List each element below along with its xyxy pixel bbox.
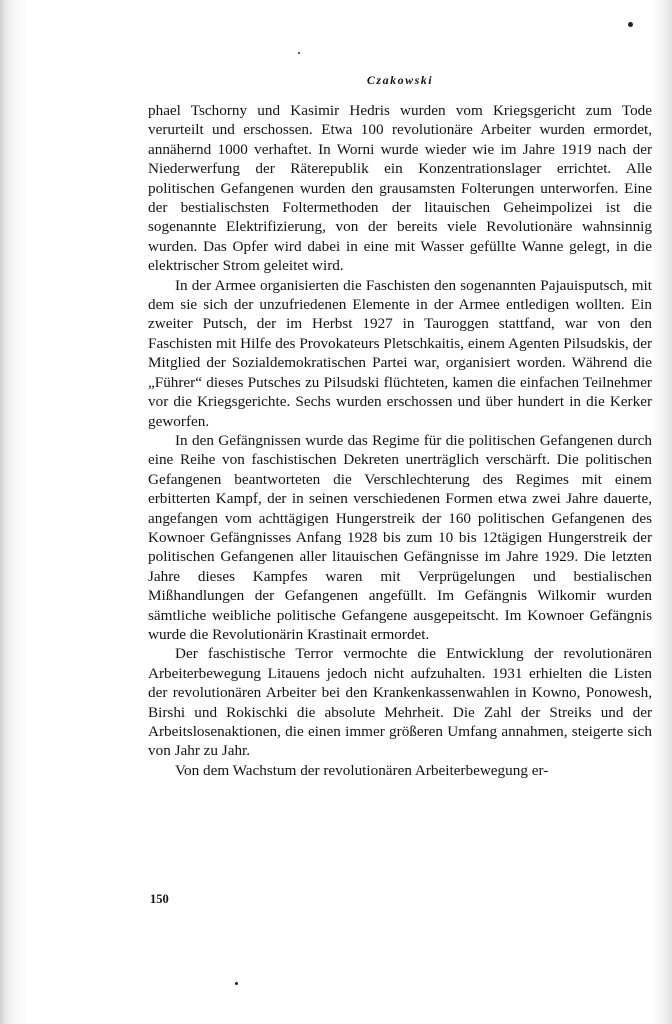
ink-speck — [628, 22, 633, 27]
ink-speck — [298, 52, 300, 54]
paragraph-5: Von dem Wachstum der revolutionären Arbeiterbewegung er- — [175, 761, 549, 779]
paragraph-4: Der faschistische Terror vermochte die Entwicklung der revolutionären Arbeiterbewegung Litauens jedoch nicht aufzuhalten. 1931 erhielten die Listen der revolutionären Arbeiter bei den Krankenkassenwahlen in Kowno, Ponowesh, Birshi und Rokischki die absolute Mehrheit. Die Zahl der Streiks und der Arbeitslosenaktionen, die einen immer größeren Umfang annahmen, steigerte sich von Jahr zu Jahr. — [148, 645, 652, 760]
ink-speck — [235, 982, 238, 985]
paragraph-2: In der Armee organisierten die Faschisten den sogenannten Pajauisputsch, mit dem sie sich der unzufriedenen Elemente in der Armee entledigen wollten. Ein zweiter Putsch, der im Herbst 1927 in Tauroggen stattfand, war von den Faschisten mit Hilfe des Provokateurs Pletschkaitis, einem Agenten Pilsudskis, der Mitglied der Sozialdemokratischen Partei war, organisiert worden. Während die „Führer“ dieses Putsches zu Pilsudski flüchteten, kamen die einfachen Teilnehmer vor die Kriegsgerichte. Sechs wurden erschossen und über hundert in die Kerker geworfen. — [148, 276, 652, 430]
page-number: 150 — [150, 892, 169, 906]
body-text — [148, 101, 652, 780]
page-edge-shadow-left — [0, 0, 28, 1024]
running-head: Czakowski — [366, 73, 434, 87]
paragraph-1: phael Tschorny und Kasimir Hedris wurden vom Kriegsgericht zum Tode verurteilt und erschossen. Etwa 100 revolutionäre Arbeiter wurden ermordet, annähernd 1000 verhaftet. In Worni wurde wieder wie im Jahre 1919 nach der Niederwerfung der Räterepublik ein Konzentrationslager errichtet. Alle politischen Gefangenen wurden den grausamsten Folterungen unterworfen. Eine der bestialischsten Foltermethoden der litauischen Geheimpolizei ist die sogenannte Elektrifizierung, von der bereits viele Revolutionäre wahnsinnig wurden. Das Opfer wird dabei in eine mit Wasser gefüllte Wanne gelegt, in die elektrischer Strom geleitet wird. — [148, 102, 652, 275]
paragraph-3: In den Gefängnissen wurde das Regime für die politischen Gefangenen durch eine Reihe von faschistischen Dekreten unerträglich verschärft. Die politischen Gefangenen beantworteten die Verschlechterung des Regimes mit einem erbitterten Kampf, der in seinen verschiedenen Formen etwa zwei Jahre dauerte, angefangen vom achttägigen Hungerstreik der 160 politischen Gefangenen des Kownoer Gefängnisses Anfang 1928 bis zum 10 bis 12tägigen Hungerstreik der politischen Gefangenen aller litauischen Gefängnisse im Jahre 1929. Die letzten Jahre dieses Kampfes waren mit Verprügelungen und bestialischen Mißhandlungen der Gefangenen angefüllt. Im Gefängnis Wilkomir wurden sämtliche weibliche politische Gefangene ausgepeitscht. Im Kownoer Gefängnis wurde die Revolutionärin Krastinait ermordet. — [148, 431, 652, 643]
page-edge-shadow-right — [650, 0, 672, 1024]
